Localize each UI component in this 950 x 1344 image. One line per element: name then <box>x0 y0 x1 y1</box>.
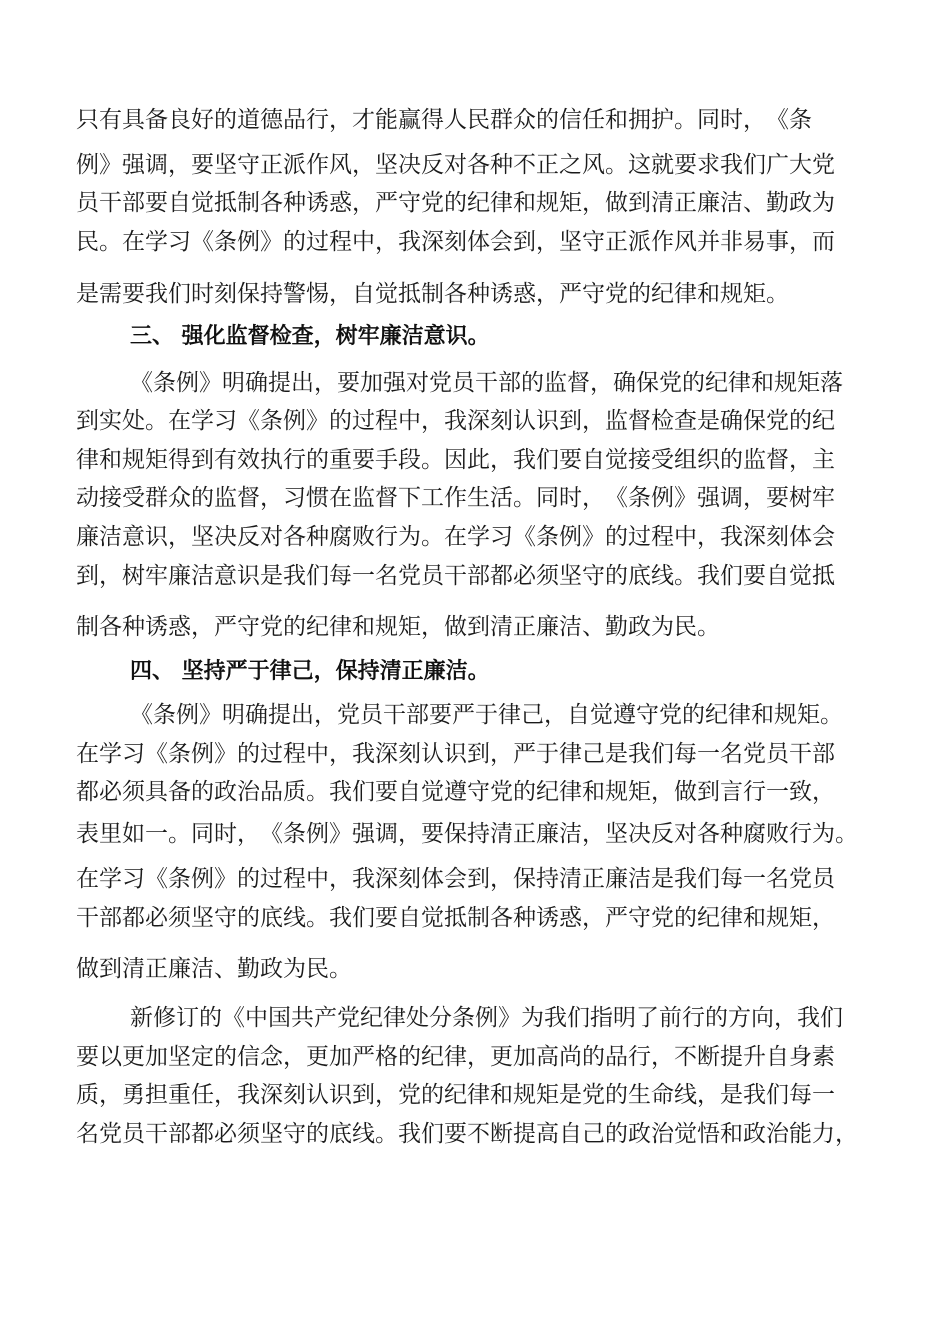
text-line: 是需要我们时刻保持警惕，自觉抵制各种诱惑，严守党的纪律和规矩。 <box>76 281 789 307</box>
text-line: 都必须具备的政治品质。我们要自觉遵守党的纪律和规矩，做到言行一致， <box>76 779 835 805</box>
text-line: 要以更加坚定的信念，更加严格的纪律，更加高尚的品行，不断提升自身素 <box>76 1044 835 1070</box>
text-line: 到，树牢廉洁意识是我们每一名党员干部都必须坚守的底线。我们要自觉抵 <box>76 563 835 589</box>
text-line: 廉洁意识，坚决反对各种腐败行为。在学习《条例》的过程中，我深刻体会 <box>76 524 835 550</box>
section-heading-4: 四、 坚持严于律己，保持清正廉洁。 <box>130 659 490 684</box>
text-line: 到实处。在学习《条例》的过程中，我深刻认识到，监督检查是确保党的纪 <box>76 408 835 434</box>
text-line: 例》强调，要坚守正派作风，坚决反对各种不正之风。这就要求我们广大党 <box>76 152 835 178</box>
text-line: 表里如一。同时， 《条例》强调，要保持清正廉洁，坚决反对各种腐败行为。 <box>76 821 858 847</box>
text-line: 质，勇担重任，我深刻认识到，党的纪律和规矩是党的生命线，是我们每一 <box>76 1082 835 1108</box>
text-line: 名党员干部都必须坚守的底线。我们要不断提高自己的政治觉悟和政治能力， <box>76 1121 858 1147</box>
text-line: 新修订的《中国共产党纪律处分条例》为我们指明了前行的方向，我们 <box>130 1005 843 1031</box>
text-line: 员干部要自觉抵制各种诱惑，严守党的纪律和规矩，做到清正廉洁、勤政为 <box>76 190 835 216</box>
text-line: 制各种诱惑，严守党的纪律和规矩，做到清正廉洁、勤政为民。 <box>76 614 720 640</box>
section-heading-3: 三、 强化监督检查，树牢廉洁意识。 <box>130 324 490 349</box>
text-line: 在学习《条例》的过程中，我深刻体会到，保持清正廉洁是我们每一名党员 <box>76 866 835 892</box>
text-line: 动接受群众的监督，习惯在监督下工作生活。同时， 《条例》强调，要树牢 <box>76 485 835 511</box>
text-line: 只有具备良好的道德品行，才能赢得人民群众的信任和拥护。同时， 《条 <box>76 107 812 133</box>
text-line: 《条例》明确提出，党员干部要严于律己，自觉遵守党的纪律和规矩。 <box>130 702 843 728</box>
text-line: 《条例》明确提出，要加强对党员干部的监督，确保党的纪律和规矩落 <box>130 370 843 396</box>
text-line: 做到清正廉洁、勤政为民。 <box>76 956 352 982</box>
text-line: 干部都必须坚守的底线。我们要自觉抵制各种诱惑，严守党的纪律和规矩， <box>76 905 835 931</box>
text-line: 民。在学习《条例》的过程中，我深刻体会到，坚守正派作风并非易事，而 <box>76 229 835 255</box>
text-line: 在学习《条例》的过程中，我深刻认识到，严于律己是我们每一名党员干部 <box>76 741 835 767</box>
text-line: 律和规矩得到有效执行的重要手段。因此，我们要自觉接受组织的监督，主 <box>76 447 835 473</box>
